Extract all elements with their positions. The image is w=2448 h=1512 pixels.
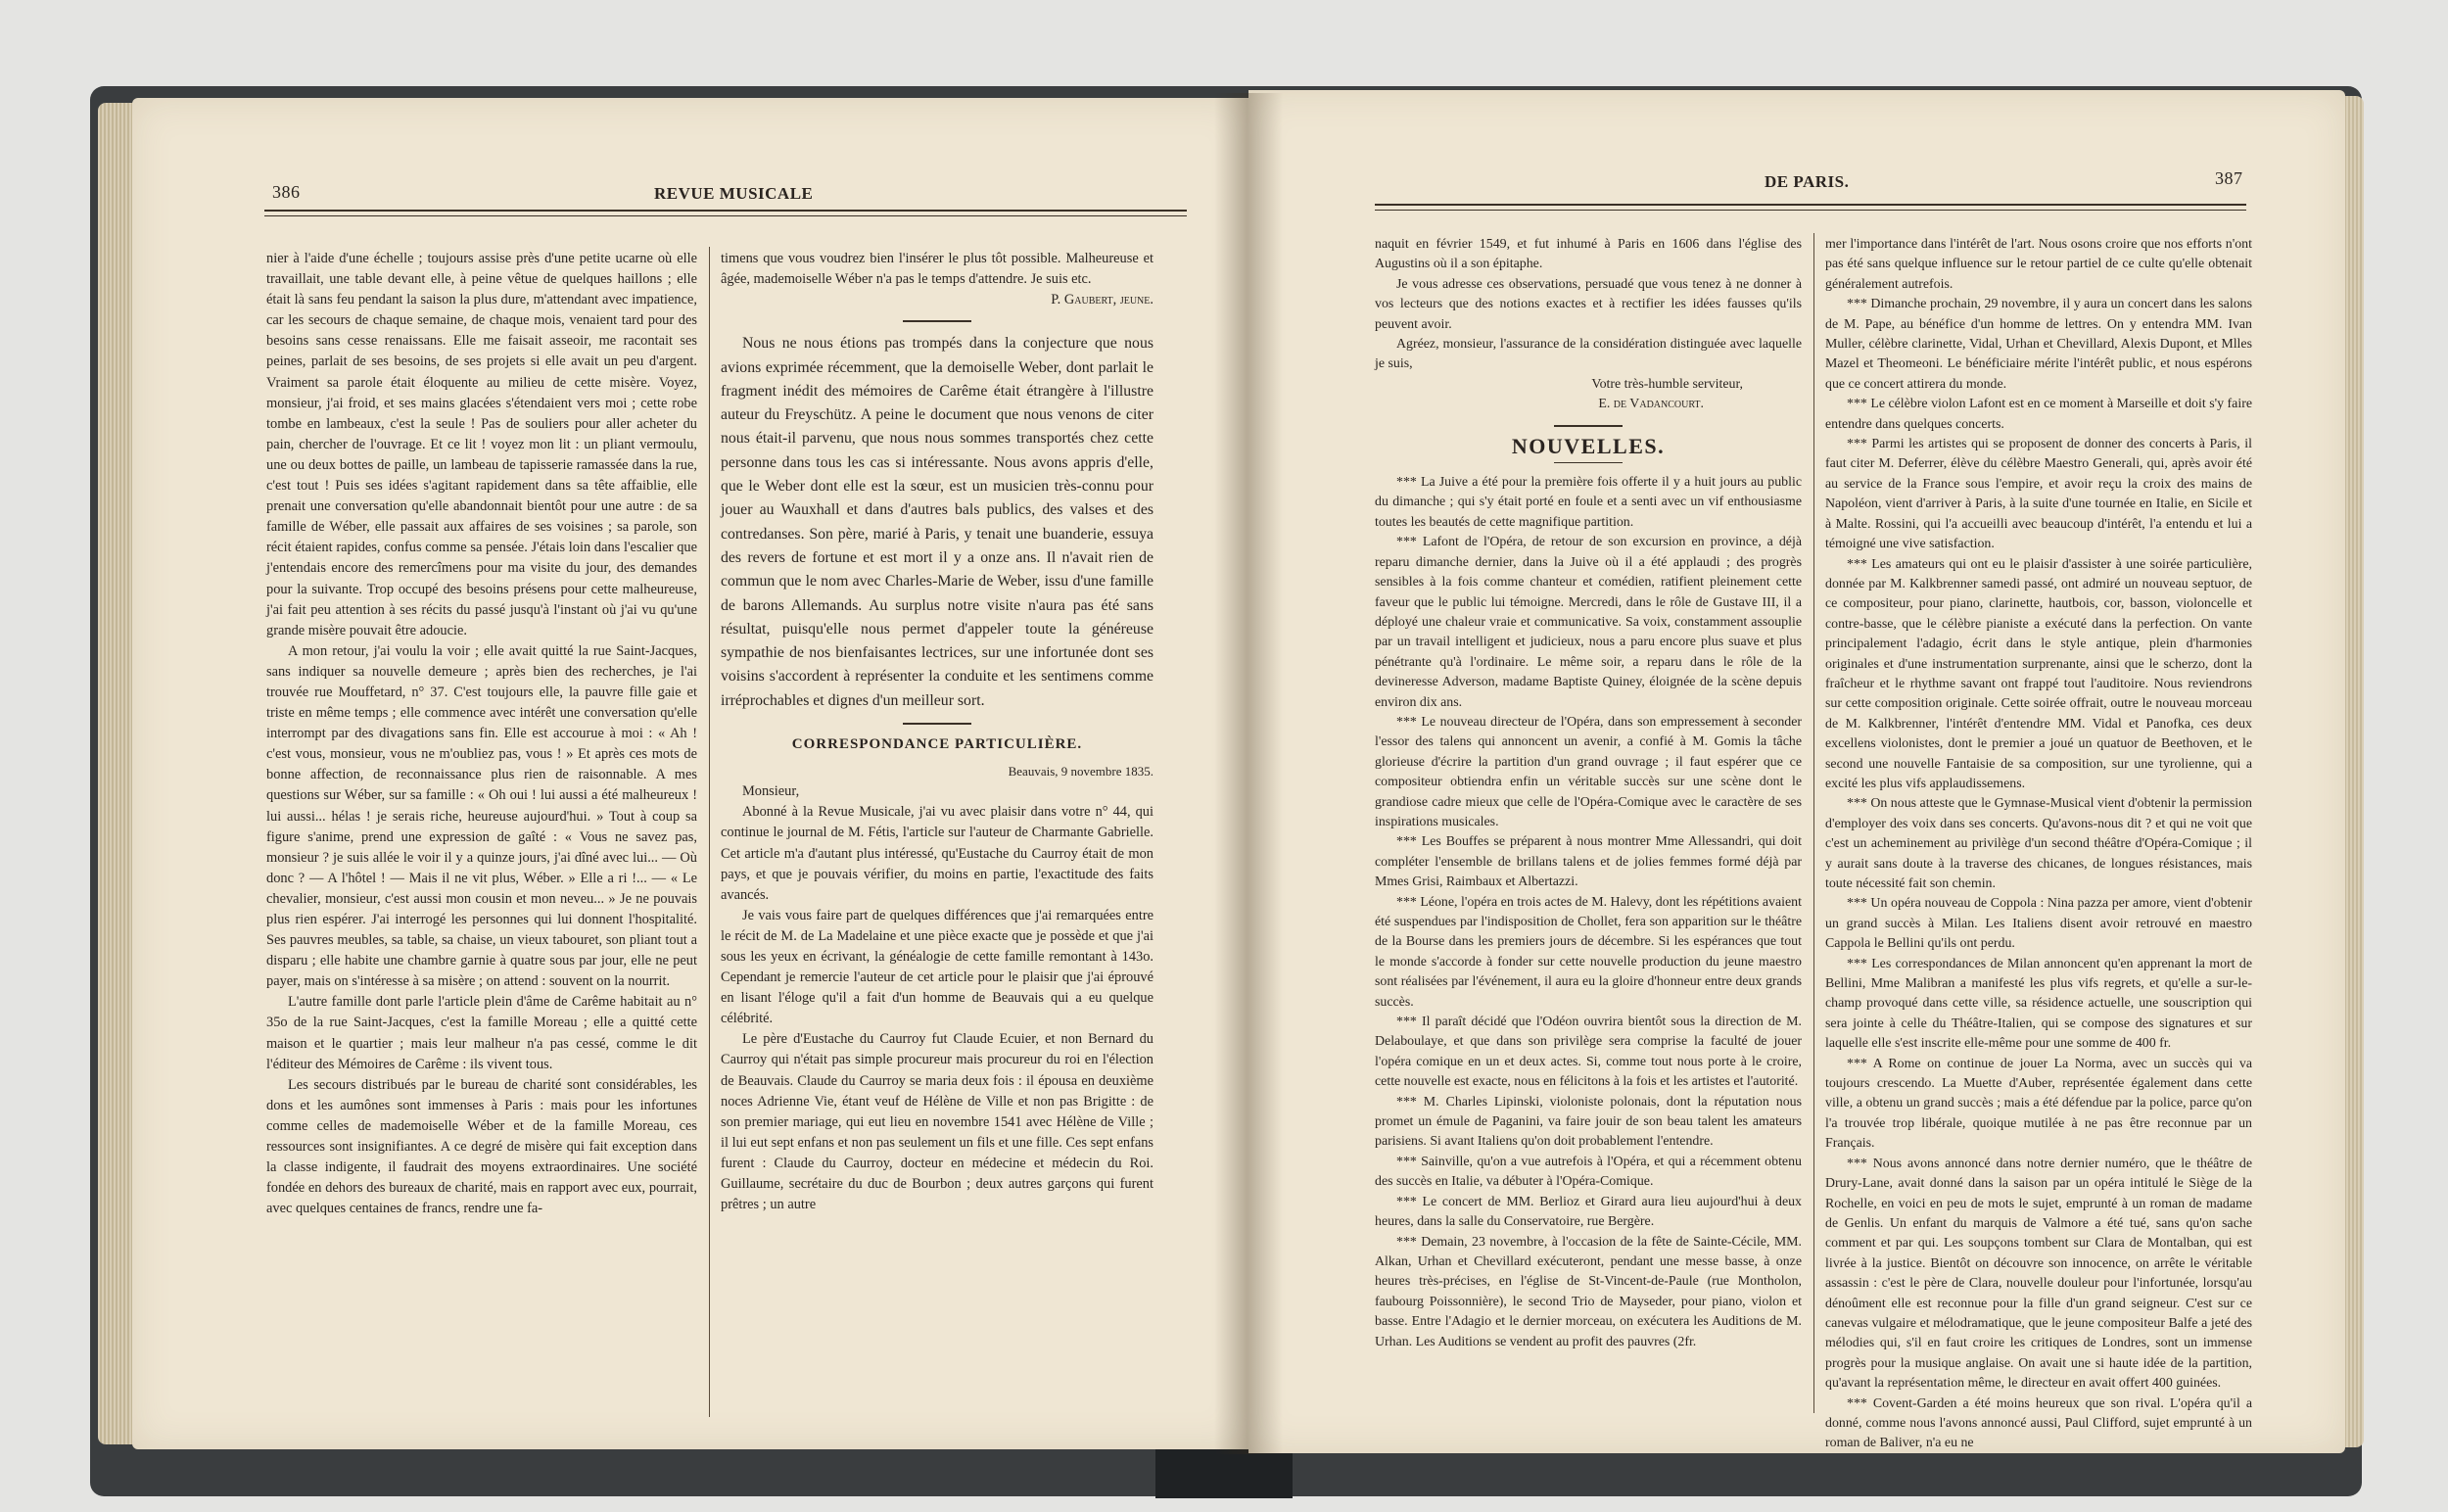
paragraph: nier à l'aide d'une échelle ; toujours assise près d'une petite ucarne où elle travaillait, une table devant elle, à peine vêtue de quelques haillons ; elle était là sans feu pendant la saison la plus dure, m'attendant avec impatience, car les secours de chaque semaine, de chaque mois, venaient tard pour des besoins sans cesse renaissans. Elle me faisait asseoir, me racontait ses peines, parlait de ses besoins, de ses projets si elle avait un peu d'argent. Vraiment sa parole était éloquente au milieu de cette misère. Voyez, monsieur, j'ai froid, et ses mains glacées s'étendaient vers moi ; cette robe tombe en lambeaux, c'est la seule ! Pas de souliers pour aller acheter du pain, chercher de l'ouvrage. Et ce lit ! voyez mon lit : un pliant vermoulu, une ou deux bottes de paille, un lambeau de tapisserie ramassée dans la rue, c'est tout ! Puis ses idées s'agitant rapidement dans sa tête affaiblie, elle prenait une conversation qu'elle abandonnait bientôt pour une autre : de sa famille de Wéber, elle passait aux affaires de ses voisines ; sa parole, son récit étaient rapides, confus comme sa pensée. J'étais loin dans l'escalier que j'entendais encore des remercîmens pour ma visite du jour, des demandes pour la suivante. Trop occupé des besoins présens pour cette malheureuse, j'ai fait peu attention à ses récits du passé jusqu'à l'instant où j'ai vu qu'une grande misère pouvait être adoucie. bbox=[266, 251, 697, 638]
paragraph: Abonné à la Revue Musicale, j'ai vu avec plaisir dans votre n° 44, qui continue le journal de M. Fétis, l'article sur l'auteur de Charmante Gabrielle. Cet article m'a d'autant plus intéressé, qu'Eustache du Caurroy était de mon pays, et que je pouvais vérifier, du moins en partie, l'exactitude des faits avancés. bbox=[721, 804, 1153, 903]
news-item: *** On nous atteste que le Gymnase-Musical vient d'obtenir la permission d'employer des voix dans ses concerts. Qu'avons-nous dit ? et qui ne voit que c'est un acheminement au privilège d'un second théâtre d'Opéra-Comique ; il y aurait sans doute à la traverse des chicanes, de longues résistances, mais toute nécessité fait son chemin. bbox=[1825, 796, 2252, 891]
left-running-head: REVUE MUSICALE bbox=[654, 184, 814, 203]
section-heading: CORRESPONDANCE PARTICULIÈRE. bbox=[791, 736, 1083, 753]
news-item: *** Les correspondances de Milan annoncent qu'en apprenant la mort de Bellini, Mme Malibran a manifesté les plus vifs regrets, et qu'elle a sur-le-champ provoqué dans cette ville, sa résidence actuelle, une souscription qui sera jointe à celle du Théâtre-Italien, qui se compose des signatures et sur laquelle elle s'est inscrite elle-même pour une somme de 400 fr. bbox=[1825, 956, 2252, 1052]
separator-rule bbox=[903, 723, 971, 725]
signature: P. Gaubert, jeune. bbox=[1051, 292, 1153, 308]
news-item: *** Léone, l'opéra en trois actes de M. Halevy, dont les répétitions avaient été suspendues par l'indisposition de Chollet, fera son apparition sur le théâtre de la Bourse dans les premiers jours de décembre. Si les espérances que tout le monde s'accorde à fonder sur cette nouvelle production du jeune maestro sont réalisées par l'événement, il aura eu la gloire d'honneur entre deux grands succès. bbox=[1375, 894, 1802, 1010]
closing: Votre très-humble serviteur, bbox=[1591, 376, 1743, 392]
right-column-rule bbox=[1813, 233, 1814, 1413]
paragraph: naquit en février 1549, et fut inhumé à Paris en 1606 dans l'église des Augustins où il a son épitaphe. bbox=[1375, 237, 1802, 272]
left-page-column-2 bbox=[721, 249, 1153, 1419]
right-page-column-1 bbox=[1375, 235, 1802, 1415]
right-page-edges bbox=[2342, 96, 2364, 1447]
news-item: *** Covent-Garden a été moins heureux que son rival. L'opéra qu'il a donné, comme nous l'avons annoncé aussi, Paul Clifford, sujet emprunté à un roman de Baliver, n'a eu ne bbox=[1825, 1395, 2252, 1451]
separator-rule bbox=[1554, 425, 1623, 427]
news-item: *** Un opéra nouveau de Coppola : Nina pazza per amore, vient d'obtenir un grand succès à Milan. Les Italiens disent avoir retrouvé en maestro Cappola le Bellini qu'ils ont perdu. bbox=[1825, 896, 2252, 952]
news-item: *** Le concert de MM. Berlioz et Girard aura lieu aujourd'hui à deux heures, dans la salle du Conservatoire, rue Bergère. bbox=[1375, 1194, 1802, 1230]
editorial-note: Nous ne nous étions pas trompés dans la conjecture que nous avions exprimée récemment, que la demoiselle Weber, dont parlait le fragment inédit des mémoires de Carême était étrangère à l'illustre auteur du Freyschütz. A peine le document que nous venons de citer nous était-il parvenu, que nous nous sommes transportés chez cette personne dans tous les cas si intéressante. Nous avons appris d'elle, que le Weber dont elle est la sœur, est un musicien très-connu pour jouer au Wauxhall et dans d'autres bals publics, des valses et des contredanses. Son père, marié à Paris, y tenait une buanderie, essuya des revers de fortune et est mort il y a onze ans. Il n'avait rien de commun que le nom avec Charles-Marie de Weber, issu d'une famille de barons Allemands. Au surplus notre visite n'aura pas été sans résultat, puisqu'elle nous permet d'appeler toute la généreuse sympathie de nos bienfaisantes lectrices, sur une infortunée dont ses voisins s'accordent à représenter la conduite et les sentimens comme irréprochables et dignes d'un meilleur sort. bbox=[721, 335, 1153, 709]
news-item: *** Le célèbre violon Lafont est en ce moment à Marseille et doit s'y faire entendre dans quelques concerts. bbox=[1825, 397, 2252, 432]
news-item: *** Les Bouffes se préparent à nous montrer Mme Allessandri, qui doit compléter l'ensemble de brillans talens et de jolies femmes formé déjà par Mmes Grisi, Raimbaux et Albertazzi. bbox=[1375, 834, 1802, 890]
paragraph: A mon retour, j'ai voulu la voir ; elle avait quitté la rue Saint-Jacques, sans indiquer sa nouvelle demeure ; après bien des recherches, je l'ai trouvée rue Mouffetard, n° 37. C'est toujours elle, la pauvre fille gaie et triste en même temps ; elle commence avec intérêt une conversation qu'elle interrompt par des divagations sans fin. Elle est accourue à moi : « Ah ! c'est vous, monsieur, vous ne m'oubliez pas, vous ! » Et après ces mots de bonne affection, de reconnaissance plus rien de raisonnable. A mes questions sur Wéber, sur sa famille : « Oh oui ! lui aussi a été malheureux ! lui aussi... hélas ! je serais riche, heureuse aujourd'hui. » Tout à coup sa figure s'anime, prend une expression de gaîté : « Vous ne savez pas, monsieur ? je suis allée le voir il y a quinze jours, j'ai dîné avec lui... — Où donc ? — A l'hôtel ! — Mais il ne vit plus, Wéber. » Elle a ri !... — « Le chevalier, monsieur, c'est aussi mon cousin et mon neveu... » Je ne pouvais plus rien espérer. J'ai interrogé les personnes qui lui donnent l'hospitalité. Ses pauvres meubles, sa table, sa chaise, un vieux tabouret, son pliant tout a disparu ; elle habite une chambre garnie à quatre sous par jour, elle ne peut payer, mais on s'intéresse à sa misère ; on attend : souvent on la nourrit. bbox=[266, 642, 697, 990]
news-item: *** A Rome on continue de jouer La Norma, avec un succès qui va toujours crescendo. La Muette d'Auber, représentée également dans cette ville, a obtenu un grand succès ; mais a été défendue par la police, parce qu'on l'a trouvée trop libérale, quoique mutilée à ne pas être reconnue par un Français. bbox=[1825, 1056, 2252, 1152]
paragraph: mer l'importance dans l'intérêt de l'art. Nous osons croire que nos efforts n'ont pas été sans quelque influence sur le retour partiel de ce culte qu'elle obtenait généralement autrefois. bbox=[1825, 237, 2252, 292]
news-item: *** Demain, 23 novembre, à l'occasion de la fête de Sainte-Cécile, MM. Alkan, Urhan et Chevillard exécuteront, pendant une messe basse, à onze heures très-précises, en l'église de St-Vincent-de-Paule (rue Montholon, faubourg Poissonnière), le second Trio de Mayseder, pour piano, violon et basse. Entre l'Adagio et le dernier morceau, on exécutera les Auditions de M. Urhan. Les Auditions se vendent au profit des pauvres (2fr. bbox=[1375, 1234, 1802, 1349]
paragraph: Agréez, monsieur, l'assurance de la considération distinguée avec laquelle je suis, bbox=[1375, 337, 1802, 372]
book-gutter bbox=[1214, 93, 1283, 1454]
signature: E. de Vadancourt. bbox=[1598, 397, 1704, 412]
right-page-number: 387 bbox=[2215, 168, 2243, 188]
paragraph: Je vais vous faire part de quelques différences que j'ai remarquées entre le récit de M. de La Madelaine et une pièce exacte que je possède et que j'ai sous les yeux en écrivant, la généalogie de cette famille remontant à 143o. Cependant je remercie l'auteur de cet article pour le plaisir que j'ai éprouvé en lisant l'éloge qu'il a fait d'un homme de Beauvais qui a eu quelque célébrité. bbox=[721, 907, 1153, 1027]
paragraph: Le père d'Eustache du Caurroy fut Claude Ecuier, et non Bernard du Caurroy qui n'était pas simple procureur mais procureur du roi en l'élection de Beauvais. Claude du Caurroy se maria deux fois : il épousa en deuxième noces Adrienne Vie, étant veuf de Hélène de Ville et non pas Brigitte : de son premier mariage, qui eut lieu en novembre 1541 avec Hélène de Ville ; il lui eut sept enfans et non pas seulement un fils et une fille. Ces sept enfans furent : Claude du Caurroy, docteur en médecine et médecin du Roi. Guillaume, secrétaire du duc de Bourbon ; deux autres garçons qui furent prêtres ; un autre bbox=[721, 1031, 1153, 1213]
news-item: *** Parmi les artistes qui se proposent de donner des concerts à Paris, il faut citer M. Deferrer, élève du célèbre Maestro Generali, qui, après avoir été au service de la France sous l'empire, et avoir reçu la croix des mains de Napoléon, vient d'arriver à Paris, à la suite d'une tournée en Italie, en Sicile et à Malte. Rossini, qui l'a accueilli avec beaucoup d'intérêt, l'a entendu et lui a témoigné une vive satisfaction. bbox=[1825, 437, 2252, 552]
dateline: Beauvais, 9 novembre 1835. bbox=[1008, 764, 1153, 780]
news-item: *** M. Charles Lipinski, violoniste polonais, dont la réputation nous promet un émule de Paganini, va faire jouir de son beau talent les amateurs parisiens. Si avant Italiens qu'on doit probablement l'entendre. bbox=[1375, 1094, 1802, 1150]
right-page-column-2 bbox=[1825, 235, 2252, 1451]
separator-rule bbox=[903, 320, 971, 322]
right-header-rule-thin bbox=[1375, 210, 2246, 211]
left-column-rule bbox=[709, 247, 710, 1417]
news-item: *** Les amateurs qui ont eu le plaisir d'assister à une soirée particulière, donnée par M. Kalkbrenner samedi passé, ont admiré un nouveau septuor, de ce compositeur, pour piano, clarinette, hautbois, cor, basson, violoncelle et contre-basse, que le célèbre pianiste a exécuté dans la perfection. On vante principalement l'adagio, écrit dans le style antique, plein d'harmonies originales et d'une instrumentation surprenante, ainsi que le scherzo, dont la fraîcheur et le rhythme savant ont frappé tout l'auditoire. Nous reviendrons sur cette composition originale. Cette soirée offrait, outre le nouveau morceau de M. Kalkbrenner, l'intérêt d'entendre MM. Vidal et Panofka, ces deux excellens violonistes, dont le premier a joué un quatuor de Beethoven, et le second une nouvelle Fantaisie de sa composition, sur une tyrolienne, qui a excité les plus vifs applaudissemens. bbox=[1825, 556, 2252, 791]
news-item: *** La Juive a été pour la première fois offerte il y a huit jours au public du dimanche ; qui s'y était porté en foule et a senti avec un vif enthousiasme toutes les beautés de cette magnifique partition. bbox=[1375, 475, 1802, 530]
news-item: *** Le nouveau directeur de l'Opéra, dans son empressement à seconder l'essor des talens qui annoncent un avenir, a confié à M. Gomis la tâche glorieuse d'écrire la partition d'un grand ouvrage ; il faut espérer que ce compositeur obtiendra enfin un véritable succès sur une scène dont le grandiose cadre mieux que celle de l'Opéra-Comique avec le caractère de ses inspirations musicales. bbox=[1375, 714, 1802, 829]
news-heading: NOUVELLES. bbox=[1511, 433, 1666, 458]
paragraph: Je vous adresse ces observations, persuadé que vous tenez à ne donner à vos lecteurs que des notions exactes et à rectifier les idées fausses qu'ils peuvent avoir. bbox=[1375, 276, 1802, 332]
salutation: Monsieur, bbox=[742, 783, 800, 800]
letter-ending: timens que vous voudrez bien l'insérer le plus tôt possible. Malheureuse et âgée, mademoiselle Wéber n'a pas le temps d'attendre. Je suis etc. bbox=[721, 251, 1153, 288]
left-header-rule bbox=[264, 210, 1187, 212]
right-header-rule bbox=[1375, 204, 2246, 206]
paragraph: Les secours distribués par le bureau de charité sont considérables, les dons et les aumônes sont immenses à Paris : mais pour les infortunes comme celles de mademoiselle Wéber et de la famille Moreau, ces ressources sont insignifiantes. A ce degré de misère qui fait exception dans la classe indigente, il faudrait des moyens extraordinaires. Une société fondée en dehors des bureaux de charité, mais en rapport avec eux, pourrait, avec quelques centaines de francs, rendre une fa- bbox=[266, 1076, 697, 1217]
news-item: *** Il paraît décidé que l'Odéon ouvrira bientôt sous la direction de M. Delaboulaye, et que dans son privilège sera comprise la faculté de jouer l'opéra comique en un et deux actes. Si, comme tout nous porte à le croire, cette nouvelle est exacte, nous en félicitons à la fois et les artistes et l'autorité. bbox=[1375, 1015, 1802, 1090]
right-running-head: DE PARIS. bbox=[1765, 172, 1850, 191]
news-item: *** Sainville, qu'on a vue autrefois à l'Opéra, et qui a récemment obtenu des succès en Italie, va débuter à l'Opéra-Comique. bbox=[1375, 1154, 1802, 1190]
separator-rule bbox=[1554, 462, 1623, 463]
left-page-edges bbox=[98, 103, 137, 1444]
left-header-rule-thin bbox=[264, 215, 1187, 216]
news-item: *** Lafont de l'Opéra, de retour de son excursion en province, a déjà reparu dimanche dernier, dans la Juive où il a été applaudi ; des progrès sensibles à la fois comme chanteur et comédien, ratifient pleinement cette faveur que le public lui témoigne. Mercredi, dans le rôle de Gustave III, il a déployé une chaleur vraie et communicative. Sa voix, constamment assouplie par un travail intelligent et judicieux, nous a paru encore plus suave et plus pénétrante qu'à l'ordinaire. Le même soir, a reparu dans le rôle de la devineresse Adverson, madame Baptiste Quiney, éloignée de la scène depuis environ dix ans. bbox=[1375, 535, 1802, 710]
left-page-column-1 bbox=[266, 249, 697, 1419]
left-page-number: 386 bbox=[272, 182, 301, 202]
news-item: *** Nous avons annoncé dans notre dernier numéro, que le théâtre de Drury-Lane, avait donné dans la saison par un opéra intitulé le Siège de la Rochelle, en voici en peu de mots le sujet, emprunté à un roman de madame de Genlis. Un enfant du marquis de Valmore a été tué, sans qu'on sache comment et par qui. Les soupçons tombent sur Clara de Montalban, qui est livrée à la justice. Bientôt on découvre son innocence, on arrête le véritable assassin : c'est le père de Clara, nouvelle douleur pour l'infortunée, lorsqu'au dénoûment elle est reconnue pour la fille d'un grand seigneur. C'est sur ce canevas vulgaire et mélodramatique, que le jeune compositeur Balfe a jeté des mélodies qui, s'il en faut croire les critiques de Londres, sont un immense progrès pour la musique anglaise. On avait une si haute idée de la partition, qu'avant la représentation même, le directeur en avait offert 400 guinées. bbox=[1825, 1156, 2252, 1392]
news-item: *** Dimanche prochain, 29 novembre, il y aura un concert dans les salons de M. Pape, au bénéfice d'un homme de lettres. On y entendra MM. Ivan Muller, célèbre clarinette, Vidal, Urhan et Chevillard, Alexis Dupont, et Mlles Mazel et Theomeoni. Le bénéficiaire mérite l'intérêt public, et nous espérons que ce concert attirera du monde. bbox=[1825, 297, 2252, 392]
paragraph: L'autre famille dont parle l'article plein d'âme de Carême habitait au n° 35o de la rue Saint-Jacques, c'est la famille Moreau ; elle a quitté cette maison et le quartier ; mais leur malheur n'a pas cessé, comme le dit l'éditeur des Mémoires de Carême : ils vivent tous. bbox=[266, 994, 697, 1072]
